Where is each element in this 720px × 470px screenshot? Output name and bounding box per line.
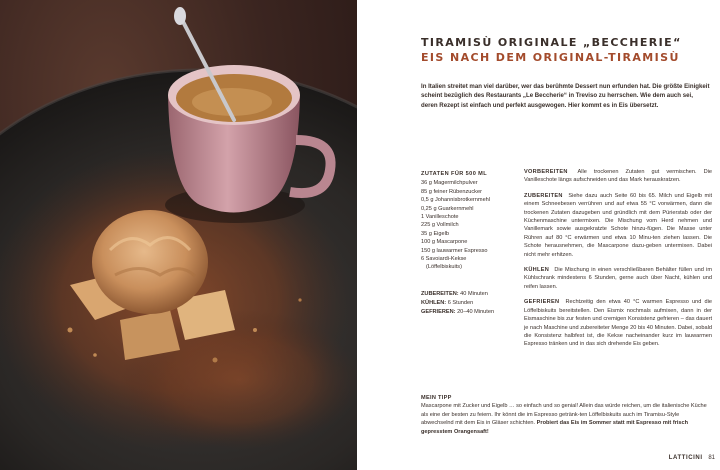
crumb — [68, 328, 73, 333]
step-gefrieren — [524, 298, 712, 348]
ingredient-item: 100 g Mascarpone — [421, 239, 468, 246]
ingredient-item: 0,5 g Johannisbrotkernmehl — [421, 197, 491, 204]
recipe-title: TIRAMISÙ ORIGINALE „BECCHERIE“ — [421, 36, 682, 49]
step-text: Siehe dazu auch Seite 60 bis 65. Milch und Eigelb mit einem Schneebesen verrühren und auf etwa 55 °C vorwärmen, dann die trockenen Zutaten dazugeben und gründlich mit dem Pürierstab oder der Küchenmaschine untermixen. Die Mischung vom Herd nehmen und Vanillemark sowie ausgekratzte Schote hinzu-fügen. Die Masse unter Rühren auf 80 °C erwärmen und etwa 10 Minu-ten ziehen lassen. Die Schote herausnehmen, die Mascarpone dazu-geben untermixen. Dabei nicht mehr erhitzen. — [524, 192, 712, 258]
freeze-time — [421, 308, 531, 317]
ingredients-heading: ZUTATEN FÜR 500 ML — [421, 171, 488, 177]
tiramisu-photo — [0, 0, 357, 470]
time-block — [421, 290, 531, 317]
prep-time — [421, 290, 531, 299]
ingredient-item: 0,25 g Guarkernmehl — [421, 205, 474, 212]
ingredient-item: 36 g Magermilchpulver — [421, 180, 478, 187]
section-name: LATTICINI — [668, 455, 703, 461]
ingredient-item: 85 g feiner Rübenzucker — [421, 188, 482, 195]
ingredients-list — [421, 179, 521, 271]
page-footer — [635, 455, 715, 461]
cool-time-label: KÜHLEN: — [421, 300, 447, 306]
ingredient-item: (Löffelbiskuits) — [426, 264, 462, 271]
prep-time-value: 40 Minuten — [460, 291, 488, 297]
ingredient-item: 225 g Vollmilch — [421, 222, 459, 229]
ingredient-item: 35 g Eigelb — [421, 230, 449, 237]
step-zubereiten — [524, 192, 712, 259]
step-heading: GEFRIEREN — [524, 299, 560, 306]
ice-cream-scoop — [92, 210, 208, 314]
recipe-subtitle: EIS NACH DEM ORIGINAL-TIRAMISÙ — [421, 51, 680, 64]
tip-highlight: Probiert das Eis im Sommer statt mit Espresso mit frisch gepresstem Orangensaft! — [421, 420, 689, 435]
photo-illustration — [0, 0, 357, 470]
method-steps — [524, 168, 712, 356]
crumb — [93, 353, 97, 357]
step-text: Rechtzeitig den etwa 40 °C warmen Espresso und die Löffelbiskuits bereitstellen. Den Eismix nochmals aufmixen, dann in der Eismaschine bis zur festen und cremigen Konsistenz gefrieren – das dauert je nach Maschine und zubereiteter Menge 20 bis 40 Minuten. Dabei, sobald die Konsistenz halbfest ist, die Kekse nacheinander kurz im lauwarmen Espresso tränken und in das sich drehende Eis geben. — [524, 299, 712, 348]
recipe-intro: In Italien streitet man viel darüber, wer das berühmte Dessert nun erfunden hat. Die größte Einigkeit scheint bezüglich des Restaurants „Le Beccherie“ in Treviso zu herrschen. Wie dem auch sei, deren Rezept ist einfach und perfekt ausgewogen. Hier kommt es in Eis übersetzt. — [421, 83, 710, 109]
freeze-time-value: 20–40 Minuten — [457, 309, 495, 315]
spoon-top — [174, 7, 186, 25]
tip-box — [421, 394, 713, 436]
freeze-time-label: GEFRIEREN: — [421, 309, 456, 315]
tip-text: Mascarpone mit Zucker und Eigelb … so einfach und so genial! Allein das würde reichen, um die italienische Küche als eine der besten zu feiern. Ihr könnt die im Espresso getränk-ten Löffelbiskuits auch im Tiramisu-Style abwechselnd mit dem Eis in Gläser schichten. — [421, 403, 707, 427]
step-heading: KÜHLEN — [524, 267, 550, 274]
step-heading: VORBEREITEN — [524, 169, 568, 175]
step-text: Die Mischung in einen verschließbaren Behälter füllen und im Kühlschrank mindestens 6 Stunden, gerne auch über Nacht, kühlen und reifen lassen. — [524, 267, 713, 290]
step-text: Alle trockenen Zutaten gut vermischen. Die Vanilleschote längs aufschneiden und das Mark herauskratzen. — [524, 169, 712, 184]
recipe-page — [357, 0, 720, 470]
cool-time-value: 6 Stunden — [447, 300, 474, 306]
step-vorbereiten — [524, 168, 712, 185]
step-heading: ZUBEREITEN — [524, 192, 563, 199]
page-number: 81 — [708, 455, 715, 461]
crumb — [298, 298, 301, 301]
tip-heading: MEIN TIPP — [421, 395, 452, 401]
ingredient-item: 1 Vanilleschote — [421, 214, 459, 221]
step-kuehlen — [524, 266, 712, 291]
cool-time — [421, 299, 531, 308]
crumb — [213, 358, 218, 363]
prep-time-label: ZUBEREITEN: — [421, 291, 459, 297]
ingredients-block — [421, 170, 521, 272]
ingredient-item: 6 Savoiardi-Kekse — [421, 256, 467, 263]
crumb — [253, 328, 257, 332]
ingredient-item: 150 g lauwarmer Espresso — [421, 247, 488, 254]
